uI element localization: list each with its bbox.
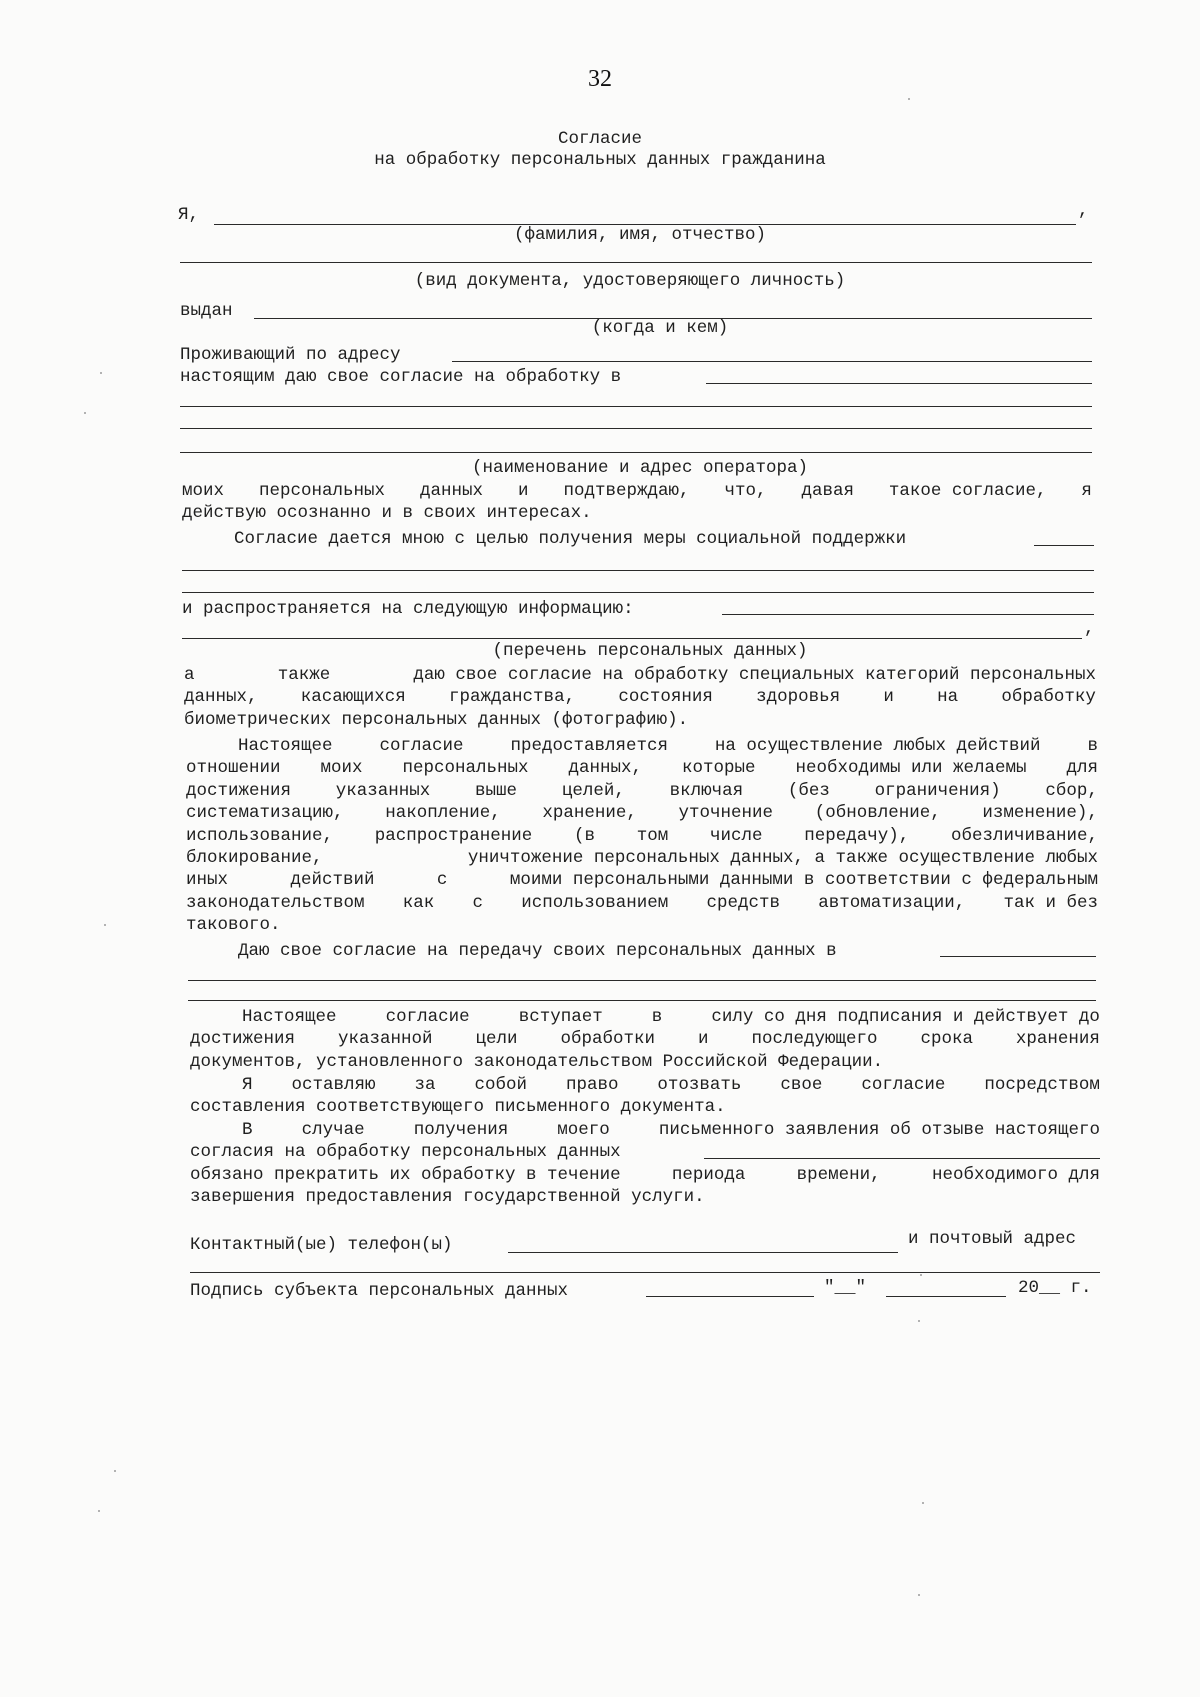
postal-field-line[interactable] — [190, 1272, 1100, 1273]
operator-field-line-1[interactable] — [706, 383, 1092, 384]
info-field-line-1[interactable] — [722, 614, 1094, 615]
fio-comma: , — [1078, 201, 1089, 221]
scan-speck — [918, 1320, 920, 1322]
phone-field-line[interactable] — [508, 1252, 898, 1253]
paragraph-special-categories — [184, 664, 1096, 731]
info-comma: , — [1084, 619, 1095, 639]
transfer-field-line-2[interactable] — [188, 980, 1096, 981]
p6-line-4: завершения предоставления государственной услуги. — [190, 1187, 705, 1208]
scan-speck — [114, 1470, 116, 1472]
scan-speck — [908, 98, 910, 100]
p3-line-2: отношении моих персональных данных, которые необходимы или желаемы для — [186, 758, 1098, 779]
residing-label: Проживающий по адресу — [180, 345, 401, 365]
scan-speck — [920, 1274, 922, 1276]
p2-line-2: данных, касающихся гражданства, состояния здоровья и на обработку — [184, 687, 1096, 708]
date-year-field[interactable]: 20__ г. — [1018, 1278, 1092, 1298]
signature-label: Подпись субъекта персональных данных — [190, 1281, 569, 1301]
info-field-line-2[interactable] — [182, 638, 1082, 639]
withdrawal-field-line[interactable] — [704, 1158, 1100, 1159]
operator-field-line-3[interactable] — [180, 428, 1092, 429]
document-type-field-line[interactable] — [180, 262, 1092, 263]
p5-line-2: составления соответствующего письменного документа. — [190, 1097, 726, 1118]
ya-label: Я, — [178, 205, 200, 225]
signature-field-line[interactable] — [646, 1296, 814, 1297]
consent-to-label: настоящим даю свое согласие на обработку в — [180, 367, 622, 387]
purpose-field-line-3[interactable] — [182, 592, 1094, 593]
document-type-caption: (вид документа, удостоверяющего личность) — [414, 271, 846, 291]
transfer-label: Даю свое согласие на передачу своих персональных данных в — [238, 941, 837, 961]
p3-line-4: систематизацию, накопление, хранение, уточнение (обновление, изменение), — [186, 803, 1098, 824]
p3-line-7: иных действий с моими персональными данными в соответствии с федеральным — [186, 870, 1098, 891]
page-number: 32 — [588, 66, 612, 92]
purpose-field-line-2[interactable] — [182, 570, 1094, 571]
fio-caption: (фамилия, имя, отчество) — [513, 225, 767, 245]
scan-speck — [84, 412, 86, 414]
info-caption: (перечень персональных данных) — [492, 641, 808, 661]
p1-line-2: действую осознанно и в своих интересах. — [182, 503, 592, 524]
p3-line-1: Настоящее согласие предоставляется на осуществление любых действий в — [238, 736, 1098, 756]
paragraph-validity — [190, 1006, 1100, 1073]
paragraph-actions — [186, 735, 1098, 937]
operator-field-line-4[interactable] — [180, 452, 1092, 453]
scan-speck — [98, 1510, 100, 1512]
scan-speck — [104, 924, 106, 926]
postal-label: и почтовый адрес — [908, 1229, 1077, 1249]
p3-line-9: такового. — [186, 915, 281, 936]
document-title: Согласие — [557, 129, 642, 149]
scan-speck — [918, 1594, 920, 1596]
paragraph-confirmation — [182, 480, 1092, 525]
p3-line-3: достижения указанных выше целей, включая (без ограничения) сбор, — [186, 780, 1098, 801]
scan-speck — [922, 1502, 924, 1504]
address-field-line[interactable] — [452, 361, 1092, 362]
p3-line-6: блокирование, уничтожение персональных данных, а также осуществление любых — [186, 847, 1098, 868]
transfer-field-line-1[interactable] — [940, 956, 1096, 957]
phone-label: Контактный(ые) телефон(ы) — [190, 1235, 453, 1255]
p6-line-1: В случае получения моего письменного заявления об отзыве настоящего — [242, 1120, 1100, 1140]
p3-line-5: использование, распространение (в том числе передачу), обезличивание, — [186, 825, 1098, 846]
issued-caption: (когда и кем) — [591, 318, 729, 338]
p4-line-2: достижения указанной цели обработки и последующего срока хранения — [190, 1029, 1100, 1050]
operator-caption: (наименование и адрес оператора) — [471, 458, 809, 478]
p5-line-1: Я оставляю за собой право отозвать свое согласие посредством — [242, 1075, 1100, 1095]
extends-label: и распространяется на следующую информацию: — [182, 599, 634, 619]
operator-field-line-2[interactable] — [180, 406, 1092, 407]
p6-line-2: согласия на обработку персональных данных — [190, 1142, 621, 1163]
date-day-field[interactable]: "__" — [824, 1278, 867, 1298]
p4-line-3: документов, установленного законодательством Российской Федерации. — [190, 1051, 884, 1072]
p2-line-1: а также даю свое согласие на обработку специальных категорий персональных — [184, 665, 1096, 685]
document-subtitle: на обработку персональных данных гражданина — [374, 150, 826, 170]
p6-line-3: обязано прекратить их обработку в течение периода времени, необходимого для — [190, 1164, 1100, 1185]
p3-line-8: законодательством как с использованием средств автоматизации, так и без — [186, 892, 1098, 913]
purpose-label: Согласие дается мною с целью получения меры социальной поддержки — [234, 529, 907, 549]
transfer-field-line-3[interactable] — [188, 1000, 1096, 1001]
paragraph-withdrawal — [190, 1119, 1100, 1209]
scan-speck — [100, 372, 102, 374]
issued-label: выдан — [180, 301, 233, 321]
date-month-field-line[interactable] — [886, 1296, 1006, 1297]
p4-line-1: Настоящее согласие вступает в силу со дня подписания и действует до — [242, 1007, 1100, 1027]
purpose-field-line-1[interactable] — [1034, 545, 1094, 546]
paragraph-revoke — [190, 1074, 1100, 1119]
p2-line-3: биометрических персональных данных (фотографию). — [184, 709, 689, 730]
p1-line-1: моих персональных данных и подтверждаю, что, давая такое согласие, я — [182, 481, 1092, 501]
